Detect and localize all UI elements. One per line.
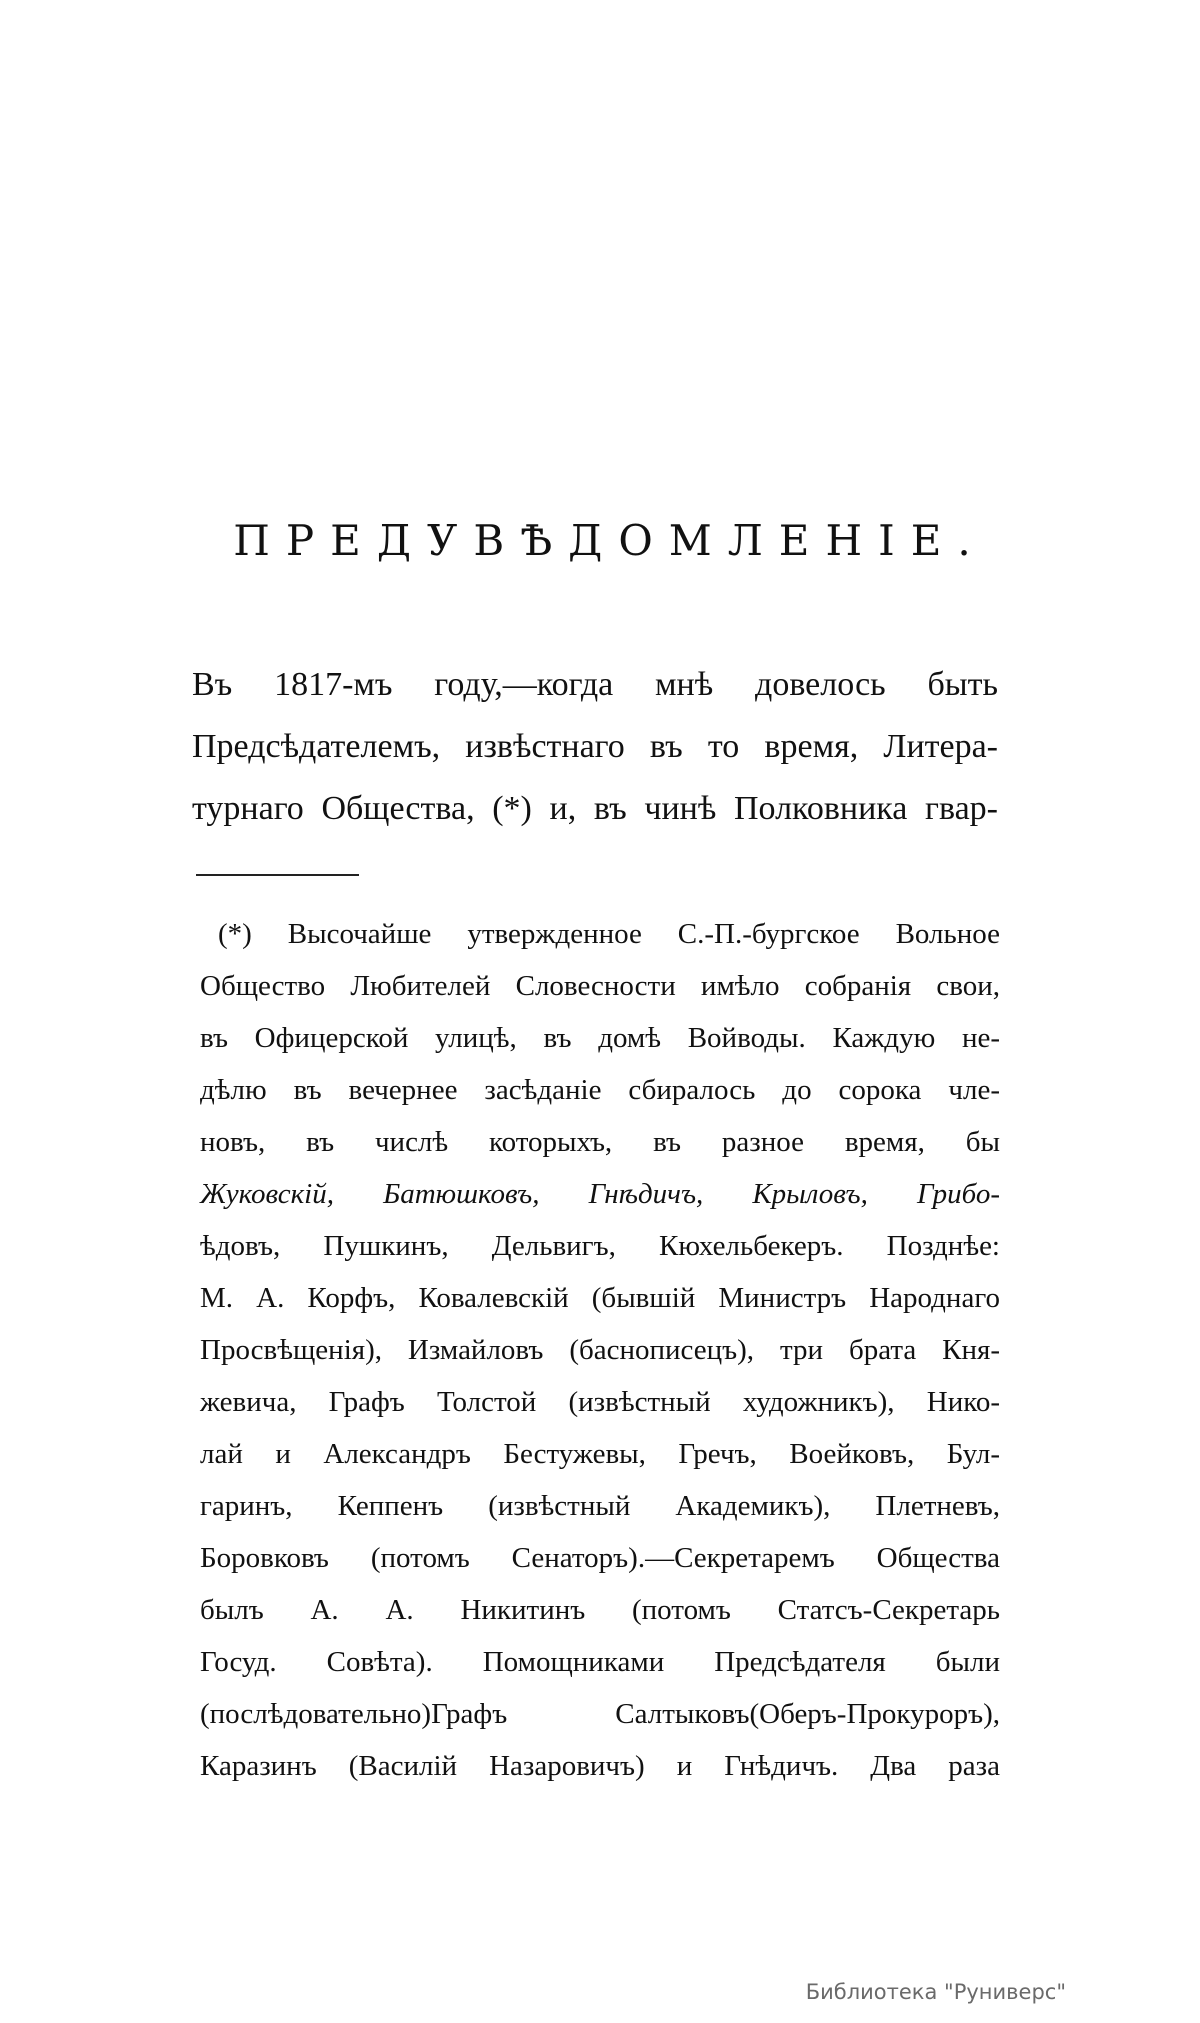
footnote-line: былъ А. А. Никитинъ (потомъ Статсъ-Секретарь: [200, 1594, 1000, 1626]
footnote-line: Каразинъ (Василій Назаровичъ) и Гнѣдичъ. Два раза: [200, 1750, 1000, 1782]
footnote-line: (*) Высочайше утвержденное С.-П.-бургское Вольное: [218, 918, 1000, 950]
main-text-line: турнаго Общества, (*) и, въ чинѣ Полковника гвар-: [192, 790, 998, 827]
footnote-line: жевича, Графъ Толстой (извѣстный художникъ), Нико-: [200, 1386, 1000, 1418]
main-text: [192, 654, 998, 840]
footnote-line: лай и Александръ Бестужевы, Гречъ, Воейковъ, Бул-: [200, 1438, 1000, 1470]
footnote-line: ѣдовъ, Пушкинъ, Дельвигъ, Кюхельбекеръ. Позднѣе:: [200, 1230, 1000, 1262]
footnote-line: (послѣдовательно)Графъ Салтыковъ(Оберъ-Прокуроръ),: [200, 1698, 1000, 1730]
footnote-line: новъ, въ числѣ которыхъ, въ разное время, бы: [200, 1126, 1000, 1158]
footnote-line: гаринъ, Кеппенъ (извѣстный Академикъ), Плетневъ,: [200, 1490, 1000, 1522]
footnote-line: въ Офицерской улицѣ, въ домѣ Войводы. Каждую не-: [200, 1022, 1000, 1054]
main-text-line: Предсѣдателемъ, извѣстнаго въ то время, Литера-: [192, 728, 998, 765]
footnote-line: Просвѣщенія), Измайловъ (баснописецъ), три брата Кня-: [200, 1334, 1000, 1366]
footnote: [200, 908, 1000, 1792]
page-heading: ПРЕДУВѢДОМЛЕНІЕ.: [233, 516, 987, 565]
main-text-line: Въ 1817-мъ году,—когда мнѣ довелось быть: [192, 666, 998, 703]
library-watermark: Библиотека "Руниверс": [805, 1980, 1066, 2004]
footnote-line: М. А. Корфъ, Ковалевскій (бывшій Министръ Народнаго: [200, 1282, 1000, 1314]
footnote-line: Общество Любителей Словесности имѣло собранія свои,: [200, 970, 1000, 1002]
footnote-line: Жуковскій, Батюшковъ, Гнѣдичъ, Крыловъ, Грибо-: [200, 1178, 1000, 1210]
footnote-separator: [196, 874, 359, 876]
footnote-line: дѣлю въ вечернее засѣданіе сбиралось до сорока чле-: [200, 1074, 1000, 1106]
footnote-line: Госуд. Совѣта). Помощниками Предсѣдателя были: [200, 1646, 1000, 1678]
footnote-line: Боровковъ (потомъ Сенаторъ).—Секретаремъ Общества: [200, 1542, 1000, 1574]
